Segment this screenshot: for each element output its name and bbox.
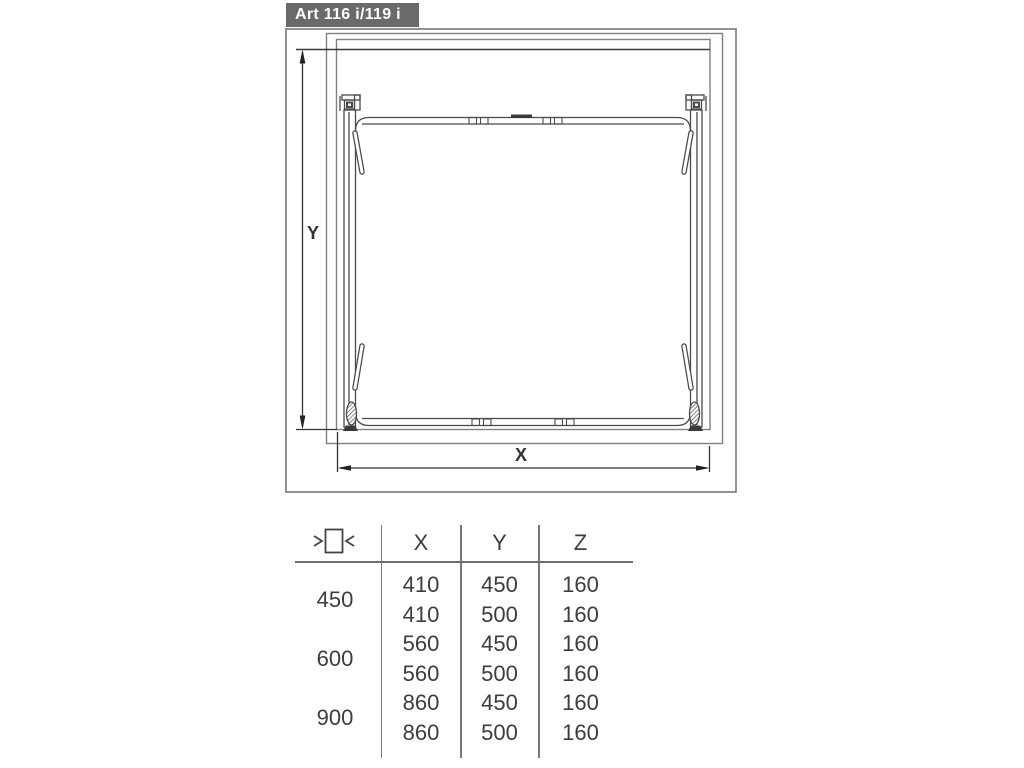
group-label-900: 900 [316,705,354,730]
cabinet-inner-rect [337,40,711,430]
crossbar-clips [469,118,574,426]
dim-x-label: X [514,445,528,465]
dim-x-arrow-left [338,465,352,471]
table-value: 450 [481,572,518,597]
dim-y-arrow-up [300,50,306,64]
top-crossbar [356,118,691,132]
table-value: 500 [481,719,518,745]
table-header-x: X [413,530,429,555]
table-value: 500 [481,660,518,686]
dimension-y [296,50,337,430]
table-value: 860 [402,719,440,745]
left-clamp [340,95,360,111]
pullout-frame [296,50,710,432]
article-title: Art 116 i/119 i [286,3,419,27]
cabinet-mid-rect [327,34,723,444]
frame-braces [355,133,691,388]
table-value: 860 [402,690,440,715]
arrow-right-icon [314,536,322,546]
arrow-left-icon [346,536,354,546]
table-value: 160 [562,601,599,627]
cabinet-width-symbol [306,526,362,556]
right-clamp [686,95,706,111]
dim-y-label: Y [307,223,320,243]
table-value: 560 [402,660,440,686]
table-value: 410 [402,572,440,597]
table-header-y: Y [492,530,507,555]
table-value: 160 [562,631,599,656]
table-value: 560 [402,631,440,656]
table-value: 160 [562,719,599,745]
table-header-z: Z [573,530,588,555]
bottom-crossbar [356,412,691,426]
table-value: 160 [562,660,599,686]
table-value: 450 [481,690,518,715]
table-value: 160 [562,690,599,715]
table-header-underline [295,561,633,563]
group-label-450: 450 [316,587,354,612]
table-value: 160 [562,572,599,597]
table-value: 500 [481,601,518,627]
group-label-600: 600 [316,646,354,671]
cabinet-box-icon [326,530,343,553]
dimension-x [338,432,710,472]
dim-x-arrow-right [696,465,710,471]
table-value: 410 [402,601,440,627]
center-tab [511,115,532,119]
table-value: 450 [481,631,518,656]
dim-y-arrow-down [300,416,306,430]
